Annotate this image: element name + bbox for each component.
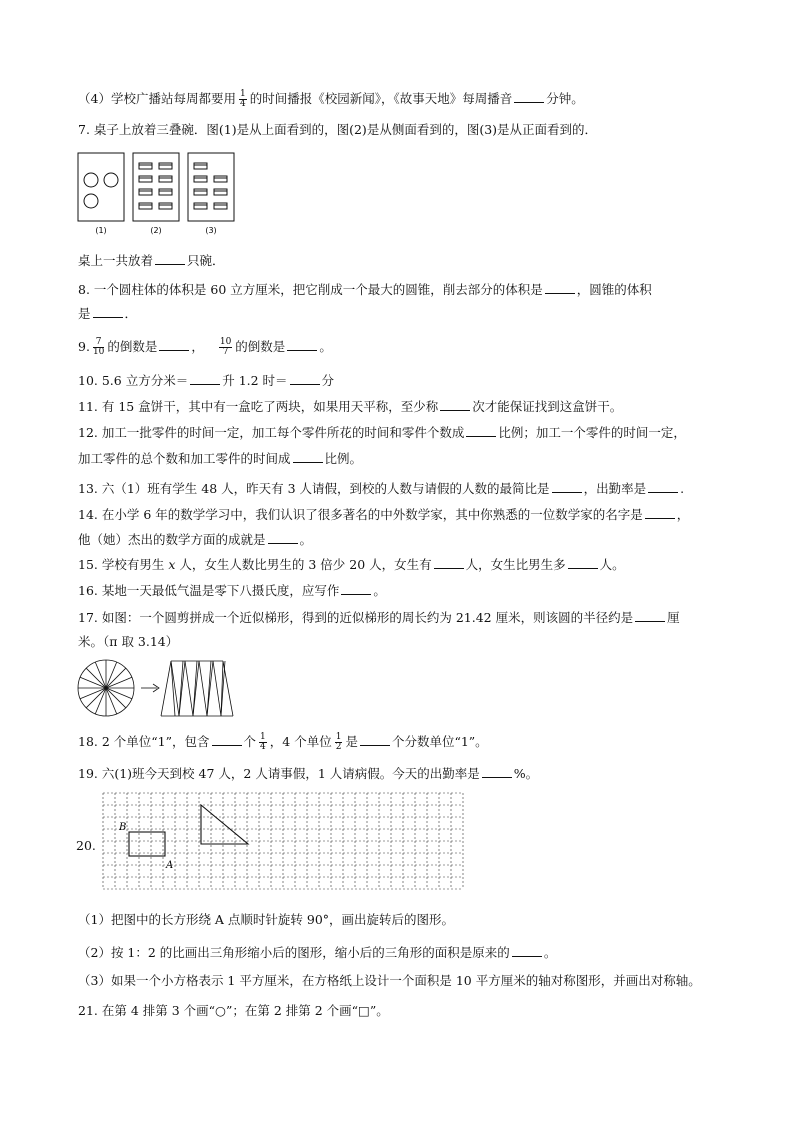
rectangle-shape <box>129 832 165 856</box>
top-view-box <box>78 153 124 221</box>
question-11: 11. 有 15 盒饼干，其中有一盒吃了两块，如果用天平称，至少称 次才能保证找到这盒饼干。 <box>78 399 623 414</box>
arrow-right-icon <box>141 684 159 692</box>
answer-blank[interactable] <box>568 556 598 569</box>
fraction-1-2: $\frac{1}{2}$ <box>335 732 342 752</box>
answer-blank[interactable] <box>434 556 464 569</box>
question-20-sub3: （3）如果一个小方格表示 1 平方厘米，在方格纸上设计一个面积是 10 平方厘米的轴对称图形，并画出对称轴。 <box>78 973 701 988</box>
bowl-circle <box>84 194 98 208</box>
answer-blank[interactable] <box>287 338 317 351</box>
approximate-trapezoid <box>161 661 233 716</box>
question-17-line2: 米。（π 取 3.14） <box>78 634 179 649</box>
question-8-line2: 是 ． <box>78 306 138 321</box>
answer-blank[interactable] <box>341 582 371 595</box>
question-10: 10. 5.6 立方分米＝ 升 1.2 时＝ 分 <box>78 373 335 388</box>
fig-label-3: (3) <box>205 226 217 235</box>
question-20-sub1: （1）把图中的长方形绕 A 点顺时针旋转 90°，画出旋转后的图形。 <box>78 912 455 927</box>
answer-blank[interactable] <box>512 944 542 957</box>
question-18: 18. 2 个单位“1”，包含 个 $\frac{1}{4}$ ，4 个单位 $\frac{1}{2}$ 是 个分数单位“1”。 <box>78 732 488 752</box>
answer-blank[interactable] <box>360 733 390 746</box>
question-16: 16. 某地一天最低气温是零下八摄氏度，应写作 。 <box>78 583 386 598</box>
bowls-figure <box>76 150 242 236</box>
question-13: 13. 六（1）班有学生 48 人，昨天有 3 人请假，到校的人数与请假的人数的最简比是 ，出勤率是 . <box>78 481 685 496</box>
question-20-label: 20. <box>76 838 96 853</box>
fraction-one-quarter: $\frac{1}{4}$ <box>239 89 246 109</box>
bowl-circle <box>104 173 118 187</box>
answer-blank[interactable] <box>440 398 470 411</box>
question-7: 7. 桌子上放着三叠碗．图(1)是从上面看到的，图(2)是从侧面看到的，图(3)是从正面看到的． <box>78 122 598 137</box>
answer-blank[interactable] <box>648 480 678 493</box>
fig-label-1: (1) <box>95 226 107 235</box>
answer-blank[interactable] <box>466 424 496 437</box>
fraction-1-4: $\frac{1}{4}$ <box>260 732 266 752</box>
fraction-10-7: $\frac{10}{7}$ <box>219 337 232 357</box>
fig-label-2: (2) <box>150 226 162 235</box>
question-20-sub2: （2）按 1：2 的比画出三角形缩小后的图形，缩小后的三角形的面积是原来的 。 <box>78 945 557 960</box>
answer-blank[interactable] <box>190 372 220 385</box>
grid-paper[interactable] <box>100 790 466 898</box>
point-a-label: A <box>166 860 174 871</box>
answer-blank[interactable] <box>645 506 675 519</box>
question-12-line1: 12. 加工一批零件的时间一定，加工每个零件所花的时间和零件个数成 比例；加工一个零件的时间一定， <box>78 425 686 440</box>
question-21: 21. 在第 4 排第 3 个画“○”；在第 2 排第 2 个画“□”。 <box>78 1003 389 1018</box>
point-b-label: B <box>119 822 127 833</box>
question-6-4: （4）学校广播站每周都要用 $\frac{1}{4}$ 的时间播报《校园新闻》，《故事天地》每周播音 分钟。 <box>78 89 584 109</box>
question-14-line1: 14. 在小学 6 年的数学学习中，我们认识了很多著名的中外数学家，其中你熟悉的一位数学家的名字是 ， <box>78 507 690 522</box>
bowl-circle <box>84 173 98 187</box>
answer-blank[interactable] <box>155 252 185 265</box>
question-15: 15. 学校有男生 x 人，女生人数比男生的 3 倍少 20 人，女生有 人，女生比男生多 人。 <box>78 557 625 572</box>
grid-lines <box>103 793 463 889</box>
answer-blank[interactable] <box>268 531 298 544</box>
front-view-bowls <box>194 163 227 209</box>
question-9: 9. $\frac{7}{10}$ 的倒数是 ， $\frac{10}{7}$ 的倒数是 。 <box>78 337 332 357</box>
answer-blank[interactable] <box>293 450 323 463</box>
circle-to-trapezoid-figure <box>75 656 235 720</box>
fraction-7-10: $\frac{7}{10}$ <box>92 337 105 357</box>
question-14-line2: 他（她）杰出的数学方面的成就是 。 <box>78 532 313 547</box>
answer-blank[interactable] <box>159 338 189 351</box>
sectored-circle <box>78 660 134 716</box>
answer-blank[interactable] <box>212 733 242 746</box>
answer-blank[interactable] <box>545 281 575 294</box>
question-17-line1: 17. 如图：一个圆剪拼成一个近似梯形，得到的近似梯形的周长约为 21.42 厘米，则该圆的半径约是 厘 <box>78 610 680 625</box>
triangle-shape <box>201 805 248 844</box>
answer-blank[interactable] <box>514 90 544 103</box>
question-19: 19. 六(1)班今天到校 47 人，2 人请事假，1 人请病假。今天的出勤率是 %。 <box>78 766 539 781</box>
answer-blank[interactable] <box>93 305 123 318</box>
question-12-line2: 加工零件的总个数和加工零件的时间成 比例。 <box>78 451 363 466</box>
answer-blank[interactable] <box>290 372 320 385</box>
answer-blank[interactable] <box>552 480 582 493</box>
answer-blank[interactable] <box>482 765 512 778</box>
answer-blank[interactable] <box>635 609 665 622</box>
question-7-answer: 桌上一共放着 只碗． <box>78 253 225 268</box>
side-view-bowls <box>139 163 172 209</box>
question-8-line1: 8. 一个圆柱体的体积是 60 立方厘米，把它削成一个最大的圆锥，削去部分的体积是 ，圆锥的体积 <box>78 282 652 297</box>
